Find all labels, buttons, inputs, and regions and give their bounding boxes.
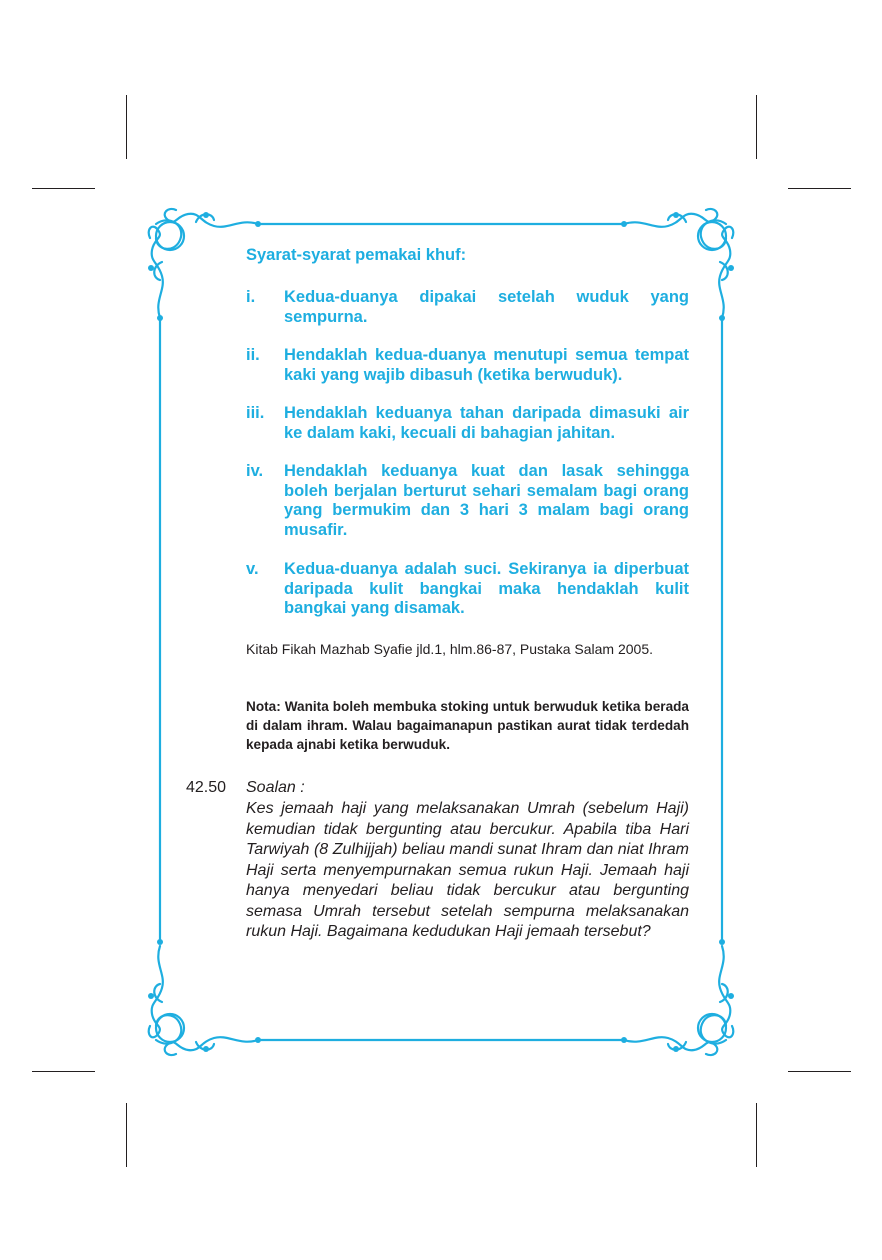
list-item-number: i. bbox=[246, 288, 256, 306]
list-item-text: Kedua-duanya adalah suci. Sekiranya ia diperbuat daripada kulit bangkai maka hendaklah kulit bangkai yang disamak. bbox=[284, 560, 689, 617]
list-item bbox=[246, 462, 689, 540]
list-item-text: Hendaklah kedua-duanya menutupi semua tempat kaki yang wajib dibasuh (ketika berwuduk). bbox=[284, 346, 689, 384]
list-item-number: iv. bbox=[246, 462, 264, 480]
question-label: Soalan : bbox=[246, 779, 305, 796]
corner-ornament-top-left bbox=[149, 209, 258, 318]
list-item bbox=[246, 288, 689, 327]
list-item bbox=[246, 404, 689, 443]
list-item-text: Hendaklah keduanya tahan daripada dimasuki air ke dalam kaki, kecuali di bahagian jahitan. bbox=[284, 404, 689, 442]
section-heading: Syarat-syarat pemakai khuf: bbox=[246, 246, 467, 264]
list-item-text: Kedua-duanya dipakai setelah wuduk yang sempurna. bbox=[284, 288, 689, 326]
note-text: Nota: Wanita boleh membuka stoking untuk berwuduk ketika berada di dalam ihram. Walau bagaimanapun pastikan aurat tidak terdedah kepada ajnabi ketika berwuduk. bbox=[246, 699, 689, 752]
list-item-number: v. bbox=[246, 560, 259, 578]
question-number: 42.50 bbox=[186, 779, 227, 796]
list-item bbox=[246, 560, 689, 619]
list-item-text: Hendaklah keduanya kuat dan lasak sehingga boleh berjalan berturut sehari semalam bagi orang yang bermukim dan 3 hari 3 malam bagi orang musafir. bbox=[284, 462, 689, 539]
reference-citation: Kitab Fikah Mazhab Syafie jld.1, hlm.86-87, Pustaka Salam 2005. bbox=[246, 641, 653, 657]
corner-ornament-bottom-left bbox=[149, 946, 258, 1055]
corner-ornament-bottom-right bbox=[624, 946, 733, 1055]
list-item-number: iii. bbox=[246, 404, 265, 422]
list-item bbox=[246, 346, 689, 385]
question-text: Kes jemaah haji yang melaksanakan Umrah (sebelum Haji) kemudian tidak bergunting atau bercukur. Apabila tiba Hari Tarwiyah (8 Zulhijjah) beliau mandi sunat Ihram dan niat Ihram Haji serta menyempurnakan semua rukun Haji. Jemaah haji hanya menyedari beliau tidak bercukur atau bergunting semasa Umrah tersebut setelah sempurna melaksanakan rukun Haji. Bagaimana kedudukan Haji jemaah tersebut? bbox=[246, 800, 689, 940]
list-item-number: ii. bbox=[246, 346, 260, 364]
